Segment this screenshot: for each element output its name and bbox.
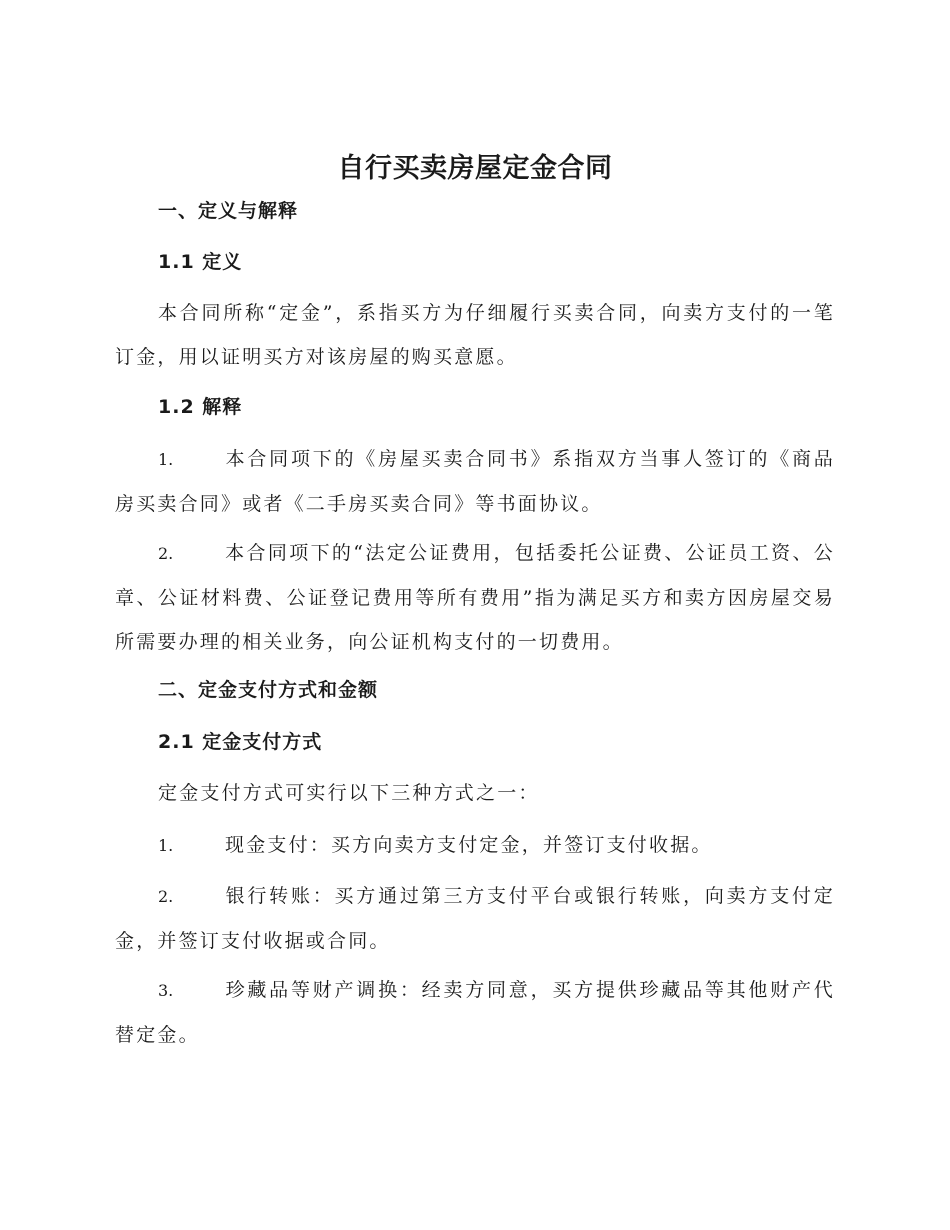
list-item-text: 银行转账：买方通过第三方支付平台或银行转账，向卖方支付定金，并签订支付收据或合同。 xyxy=(115,885,835,952)
list-item-number: 1. xyxy=(158,836,174,855)
section-heading: 二、定金支付方式和金额 xyxy=(158,679,379,701)
list-item-number: 3. xyxy=(158,981,174,1000)
list-item-number: 2. xyxy=(158,887,174,906)
list-item-text: 珍藏品等财产调换：经卖方同意，买方提供珍藏品等其他财产代替定金。 xyxy=(115,979,835,1046)
section-heading: 一、定义与解释 xyxy=(158,200,299,222)
list-item-text: 本合同项下的《房屋买卖合同书》系指双方当事人签订的《商品房买卖合同》或者《二手房买卖合同》等书面协议。 xyxy=(115,448,835,515)
list-item-text: 现金支付：买方向卖方支付定金，并签订支付收据。 xyxy=(225,834,713,856)
subsection-heading: 1.1 定义 xyxy=(158,251,243,273)
paragraph: 定金支付方式可实行以下三种方式之一： xyxy=(158,782,540,804)
document-title: 自行买卖房屋定金合同 xyxy=(337,153,613,184)
subsection-heading: 2.1 定金支付方式 xyxy=(158,731,323,753)
list-item xyxy=(115,823,835,868)
list-item-number: 2. xyxy=(158,544,174,563)
list-item xyxy=(115,531,835,664)
subsection-heading: 1.2 解释 xyxy=(158,396,243,418)
list-item-number: 1. xyxy=(158,450,174,469)
list-item xyxy=(115,968,835,1057)
list-item-text: 本合同项下的“法定公证费用，包括委托公证费、公证员工资、公章、公证材料费、公证登记费用等所有费用”指为满足买方和卖方因房屋交易所需要办理的相关业务，向公证机构支付的一切费用。 xyxy=(115,542,835,653)
list-item xyxy=(115,874,835,963)
list-item xyxy=(115,437,835,526)
paragraph: 本合同所称“定金”，系指买方为仔细履行买卖合同，向卖方支付的一笔订金，用以证明买方对该房屋的购买意愿。 xyxy=(115,302,835,368)
